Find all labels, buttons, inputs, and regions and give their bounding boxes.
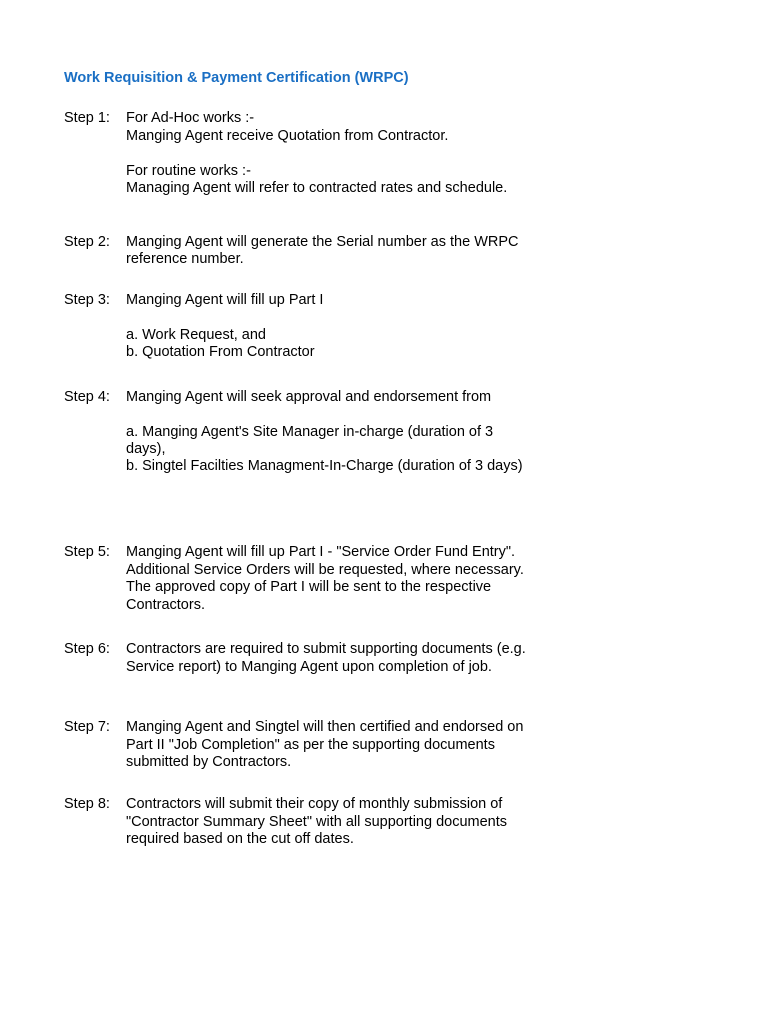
document-title: Work Requisition & Payment Certification (WRPC) — [64, 70, 409, 86]
step-8-label: Step 8: — [64, 796, 110, 812]
step-1-line-3: For routine works :- — [126, 163, 251, 179]
step-1-line-4: Managing Agent will refer to contracted rates and schedule. — [126, 180, 508, 196]
step-1-line-1: For Ad-Hoc works :- — [126, 110, 255, 126]
step-2-line-1: Manging Agent will generate the Serial number as the WRPC — [126, 234, 519, 250]
step-1-line-2: Manging Agent receive Quotation from Contractor. — [126, 128, 449, 144]
step-4-line-2: a. Manging Agent's Site Manager in-charge (duration of 3 — [126, 424, 494, 440]
step-4-line-3: days), — [126, 441, 166, 457]
step-2-line-2: reference number. — [126, 251, 244, 267]
step-7-line-3: submitted by Contractors. — [126, 754, 292, 770]
step-8-line-2: "Contractor Summary Sheet" with all supporting documents — [126, 814, 508, 830]
step-4-line-1: Manging Agent will seek approval and endorsement from — [126, 389, 492, 405]
step-2-label: Step 2: — [64, 234, 110, 250]
step-4-line-4: b. Singtel Facilties Managment-In-Charge (duration of 3 days) — [126, 458, 523, 474]
step-8-line-1: Contractors will submit their copy of monthly submission of — [126, 796, 503, 812]
step-7-label: Step 7: — [64, 719, 110, 735]
step-5-line-2: Additional Service Orders will be requested, where necessary. — [126, 562, 524, 578]
step-4-label: Step 4: — [64, 389, 110, 405]
step-7-line-1: Manging Agent and Singtel will then certified and endorsed on — [126, 719, 524, 735]
step-6-label: Step 6: — [64, 641, 110, 657]
step-5-line-1: Manging Agent will fill up Part I - "Service Order Fund Entry". — [126, 544, 516, 560]
step-5-line-4: Contractors. — [126, 597, 205, 613]
step-3-line-1: Manging Agent will fill up Part I — [126, 292, 324, 308]
step-3-label: Step 3: — [64, 292, 110, 308]
step-1-label: Step 1: — [64, 110, 110, 126]
step-6-line-1: Contractors are required to submit supporting documents (e.g. — [126, 641, 526, 657]
step-8-line-3: required based on the cut off dates. — [126, 831, 354, 847]
step-6-line-2: Service report) to Manging Agent upon completion of job. — [126, 659, 492, 675]
step-5-label: Step 5: — [64, 544, 110, 560]
step-7-line-2: Part II "Job Completion" as per the supporting documents — [126, 737, 495, 753]
step-3-line-3: b. Quotation From Contractor — [126, 344, 315, 360]
step-3-line-2: a. Work Request, and — [126, 327, 266, 343]
step-5-line-3: The approved copy of Part I will be sent to the respective — [126, 579, 492, 595]
